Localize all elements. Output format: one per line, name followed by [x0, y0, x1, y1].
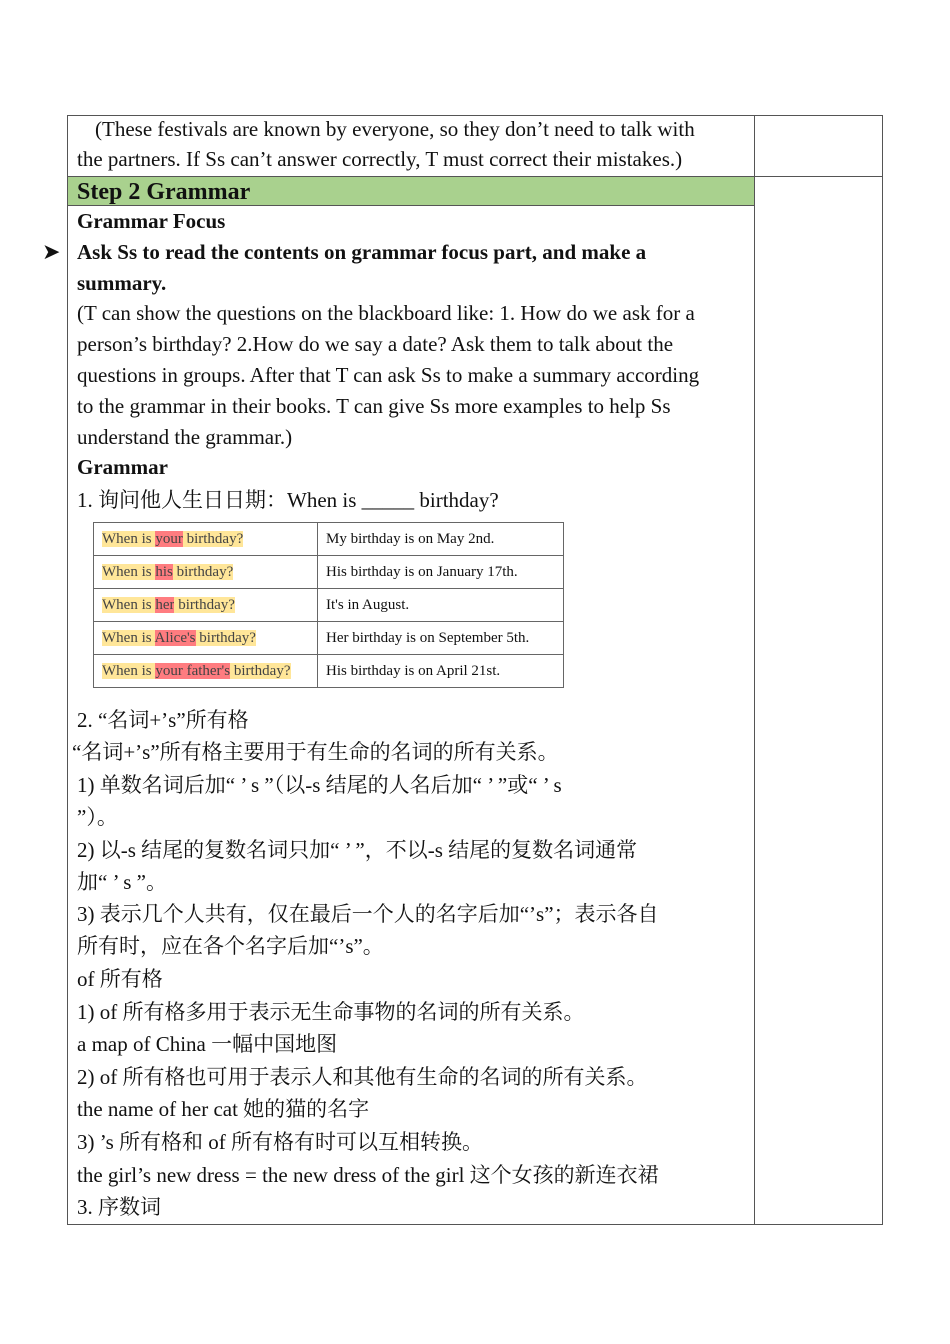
table-row — [94, 655, 564, 688]
focus-para-5: understand the grammar.) — [77, 425, 293, 449]
focus-para-4: to the grammar in their books. T can give Ss more examples to help Ss — [77, 394, 671, 418]
rule-2-line-1: 2) 以-s 结尾的复数名词只加“ ’ ”，不以-s 结尾的复数名词通常 — [77, 838, 638, 862]
focus-bold-2: summary. — [77, 271, 167, 295]
rule-3-line-2: 所有时，应在各个名字后加“’s”。 — [77, 934, 384, 958]
answer-cell: His birthday is on April 21st. — [318, 655, 564, 688]
answer-cell: Her birthday is on September 5th. — [318, 622, 564, 655]
of-rule-2: 2) of 所有格也可用于表示人和其他有生命的名词的所有关系。 — [77, 1065, 648, 1089]
focus-para-2: person’s birthday? 2.How do we say a date? Ask them to talk about the — [77, 332, 674, 356]
of-rule-1-example: a map of China 一幅中国地图 — [77, 1032, 338, 1056]
grammar-heading: Grammar — [77, 455, 168, 479]
question-cell: When is Alice's birthday? — [94, 622, 318, 655]
table-row — [94, 556, 564, 589]
focus-heading: Grammar Focus — [77, 209, 226, 233]
column-divider — [754, 115, 755, 1225]
of-rule-1: 1) of 所有格多用于表示无生命事物的名词的所有关系。 — [77, 1000, 585, 1024]
focus-para-1: (T can show the questions on the blackboard like: 1. How do we ask for a — [77, 301, 695, 325]
of-heading: of 所有格 — [77, 967, 163, 991]
table-row — [94, 622, 564, 655]
step-header — [68, 177, 754, 206]
of-rule-2-example: the name of her cat 她的猫的名字 — [77, 1097, 370, 1121]
grammar-item-2-desc: “名词+’s”所有格主要用于有生命的名词的所有关系。 — [72, 740, 559, 764]
arrow-bullet-icon: ➤ — [42, 239, 61, 264]
rule-2-line-2: 加“ ’ s ”。 — [77, 870, 167, 894]
of-rule-3: 3) ’s 所有格和 of 所有格有时可以互相转换。 — [77, 1130, 483, 1154]
intro-line-2: the partners. If Ss can’t answer correctly, T must correct their mistakes.) — [77, 147, 683, 171]
intro-line-1: (These festivals are known by everyone, so they don’t need to talk with — [95, 117, 695, 141]
step-title: Step 2 Grammar — [77, 179, 251, 205]
focus-para-3: questions in groups. After that T can ask Ss to make a summary according — [77, 363, 700, 387]
rule-3-line-1: 3) 表示几个人共有，仅在最后一个人的名字后加“’s”；表示各自 — [77, 902, 659, 926]
table-row — [94, 589, 564, 622]
question-cell: When is her birthday? — [94, 589, 318, 622]
focus-bold-1: Ask Ss to read the contents on grammar focus part, and make a — [77, 240, 647, 264]
question-cell: When is his birthday? — [94, 556, 318, 589]
table-row — [94, 523, 564, 556]
rule-1-line-1: 1) 单数名词后加“ ’ s ”（以-s 结尾的人名后加“ ’ ”或“ ’ s — [77, 773, 562, 797]
rule-1-line-2: ”）。 — [77, 805, 118, 829]
answer-cell: My birthday is on May 2nd. — [318, 523, 564, 556]
birthday-example-table — [93, 522, 564, 688]
answer-cell: His birthday is on January 17th. — [318, 556, 564, 589]
grammar-item-2: 2. “名词+’s”所有格 — [77, 708, 249, 732]
grammar-item-1: 1. 询问他人生日日期：When is _____ birthday? — [77, 488, 499, 512]
grammar-item-3: 3. 序数词 — [77, 1195, 161, 1219]
question-cell: When is your birthday? — [94, 523, 318, 556]
of-rule-3-example: the girl’s new dress = the new dress of the girl 这个女孩的新连衣裙 — [77, 1163, 659, 1187]
question-cell: When is your father's birthday? — [94, 655, 318, 688]
answer-cell: It's in August. — [318, 589, 564, 622]
